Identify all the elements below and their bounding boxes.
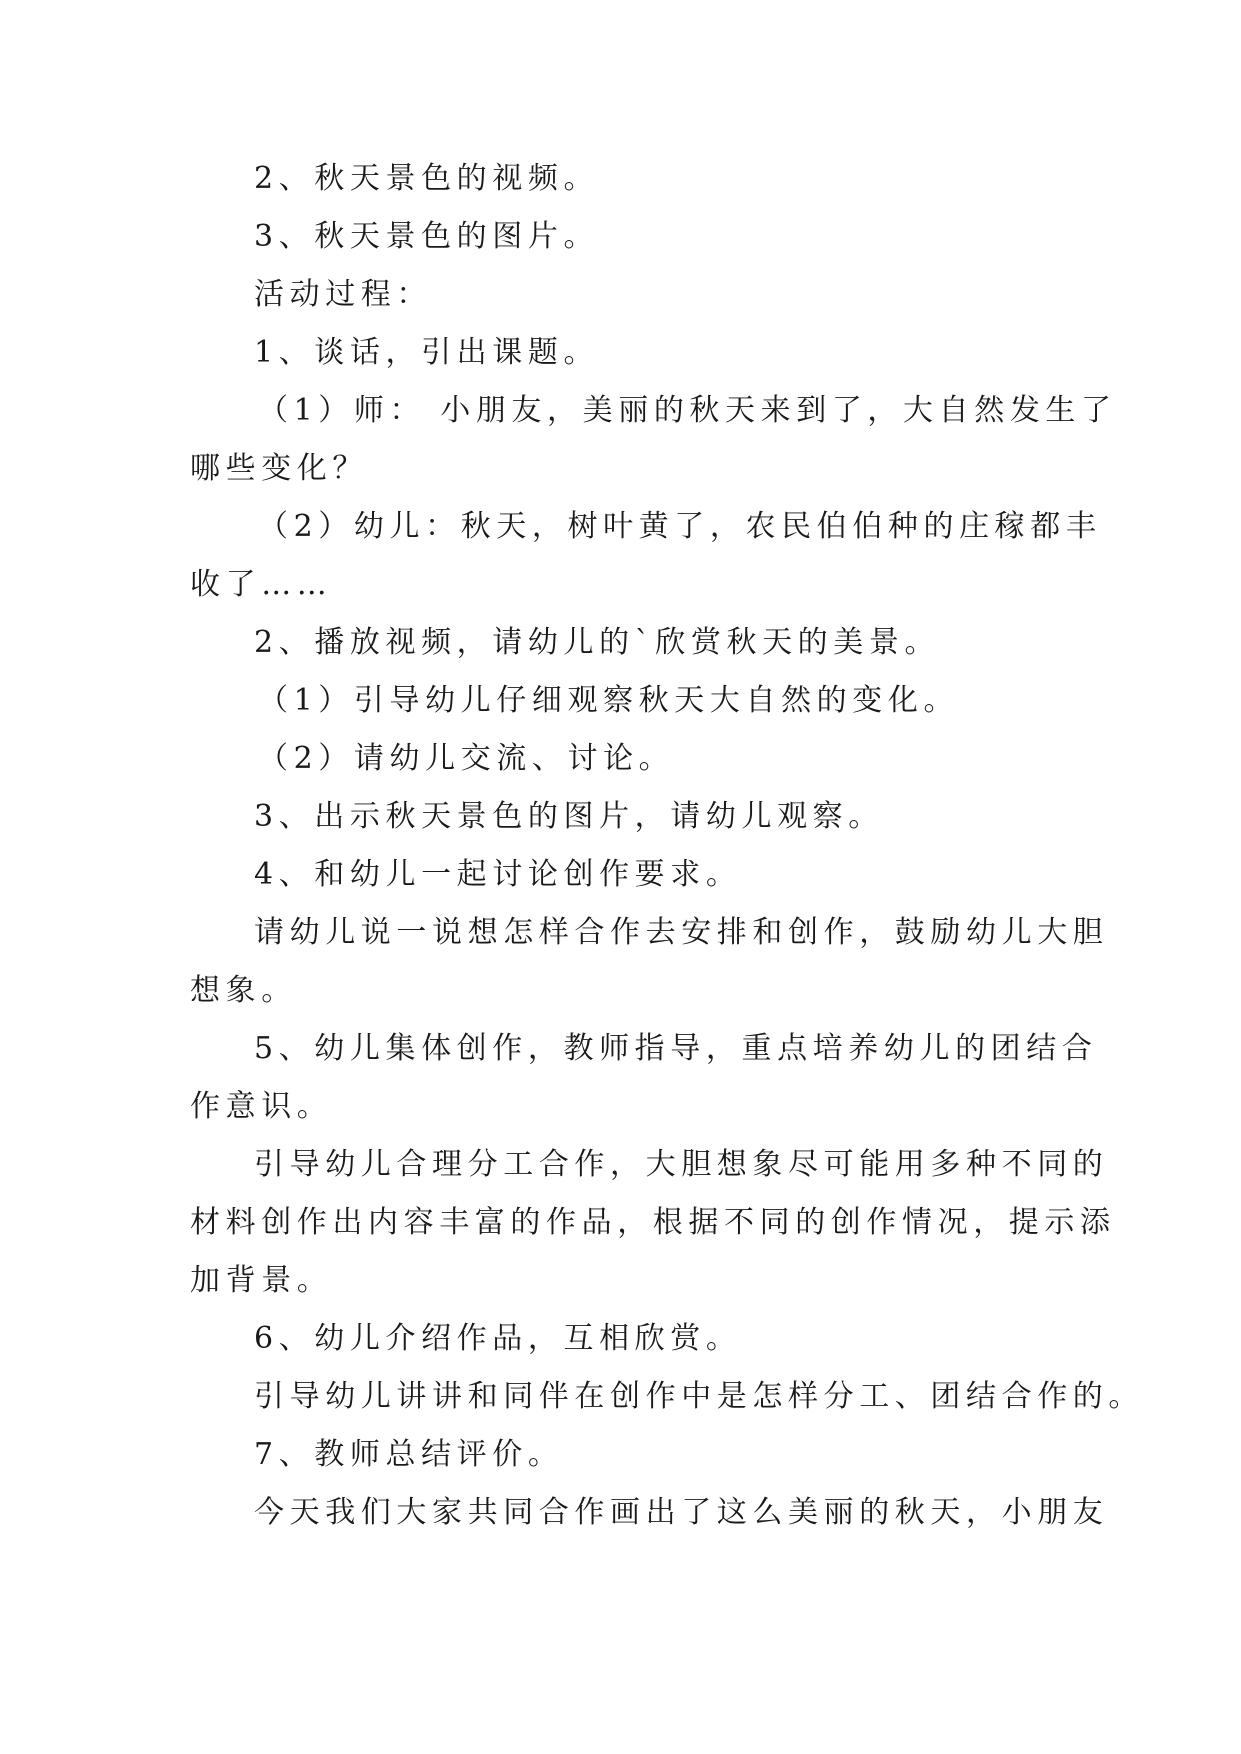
paragraph-material-2: 2、秋天景色的视频。 bbox=[254, 161, 600, 196]
paragraph-step-7: 7、教师总结评价。 bbox=[254, 1437, 564, 1472]
paragraph-material-3: 3、秋天景色的图片。 bbox=[254, 219, 600, 254]
paragraph-step-2-sub-2: （2）请幼儿交流、讨论。 bbox=[258, 741, 675, 776]
paragraph-step-4: 4、和幼儿一起讨论创作要求。 bbox=[254, 857, 742, 892]
paragraph-step-5-line-2: 作意识。 bbox=[190, 1089, 333, 1124]
paragraph-step-5-detail-line-2: 材料创作出内容丰富的作品，根据不同的创作情况，提示添 bbox=[190, 1205, 1116, 1240]
paragraph-step-7-detail-line-1: 今天我们大家共同合作画出了这么美丽的秋天，小朋友 bbox=[254, 1495, 1109, 1530]
paragraph-step-1-sub-2-line-1: （2）幼儿：秋天，树叶黄了，农民伯伯种的庄稼都丰 bbox=[258, 509, 1102, 544]
paragraph-step-1-sub-1-line-2: 哪些变化？ bbox=[190, 451, 368, 486]
paragraph-step-3: 3、出示秋天景色的图片，请幼儿观察。 bbox=[254, 799, 884, 834]
paragraph-step-5-detail-line-1: 引导幼儿合理分工合作，大胆想象尽可能用多种不同的 bbox=[254, 1147, 1109, 1182]
paragraph-step-2: 2、播放视频，请幼儿的`欣赏秋天的美景。 bbox=[254, 625, 941, 660]
paragraph-step-4-detail-line-1: 请幼儿说一说想怎样合作去安排和创作，鼓励幼儿大胆 bbox=[254, 915, 1109, 950]
paragraph-step-5-line-1: 5、幼儿集体创作，教师指导，重点培养幼儿的团结合 bbox=[254, 1031, 1098, 1066]
paragraph-step-4-detail-line-2: 想象。 bbox=[190, 973, 297, 1008]
paragraph-step-6: 6、幼儿介绍作品，互相欣赏。 bbox=[254, 1321, 742, 1356]
section-heading-activity-process: 活动过程： bbox=[254, 277, 432, 312]
paragraph-step-6-detail: 引导幼儿讲讲和同伴在创作中是怎样分工、团结合作的。 bbox=[254, 1379, 1144, 1414]
paragraph-step-1-sub-2-line-2: 收了…… bbox=[190, 567, 333, 602]
paragraph-step-2-sub-1: （1）引导幼儿仔细观察秋天大自然的变化。 bbox=[258, 683, 960, 718]
paragraph-step-5-detail-line-3: 加背景。 bbox=[190, 1263, 333, 1298]
paragraph-step-1: 1、谈话，引出课题。 bbox=[254, 335, 600, 370]
paragraph-step-1-sub-1-line-1: （1）师： 小朋友，美丽的秋天来到了，大自然发生了 bbox=[258, 393, 1117, 428]
